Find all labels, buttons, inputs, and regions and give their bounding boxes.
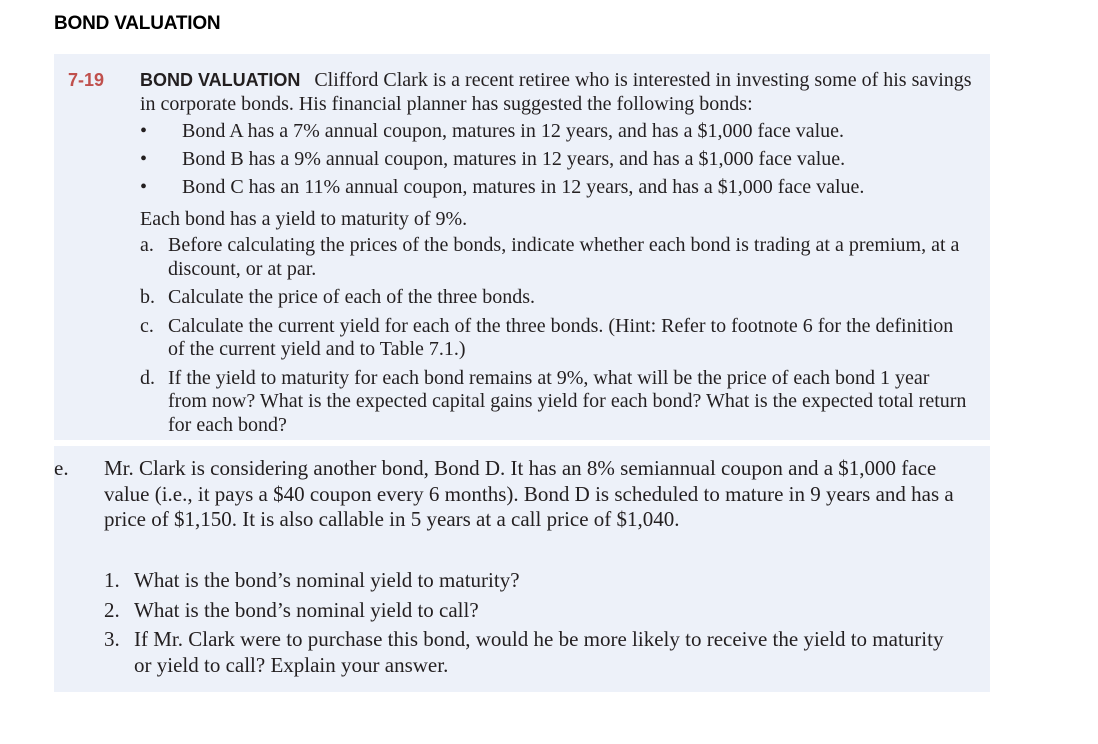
problem-number: 7-19: [68, 70, 105, 90]
problem-intro-text: Clifford Clark is a recent retiree who is interested in investing some of his savings in corporate bonds. His financial planner has suggested the following bonds:: [140, 69, 972, 115]
bullet-icon: •: [140, 176, 148, 198]
problem-title: BOND VALUATION: [140, 70, 301, 90]
question-text: Calculate the current yield for each of the three bonds. (Hint: Refer to footnote 6 for the definition of the current yield and to Table 7.1.): [168, 314, 954, 360]
yield-note: Each bond has a yield to maturity of 9%.: [140, 208, 468, 230]
sub-question-item: [104, 598, 954, 624]
sub-question-label: 2.: [104, 597, 120, 622]
sub-question-item: [104, 627, 954, 678]
question-item: [140, 234, 970, 281]
sub-question-text: What is the bond’s nominal yield to maturity?: [134, 568, 520, 592]
bond-list-item: [140, 120, 980, 148]
bond-list-item: [140, 176, 980, 204]
part-e-text: Mr. Clark is considering another bond, Bond D. It has an 8% semiannual coupon and a $1,000 face value (i.e., it pays a $40 coupon every 6 months). Bond D is scheduled to mature in 9 years and has a price of $1,150. It is also callable in 5 years at a call price of $1,040.: [104, 456, 954, 531]
sub-question-item: [104, 568, 954, 594]
sub-question-text: If Mr. Clark were to purchase this bond, would he be more likely to receive the yield to maturity or yield to call? Explain your answer.: [134, 627, 944, 677]
bond-description: Bond A has a 7% annual coupon, matures in 12 years, and has a $1,000 face value.: [182, 120, 845, 142]
question-label: c.: [140, 314, 154, 337]
question-item: [140, 286, 970, 310]
question-text: Calculate the price of each of the three bonds.: [168, 286, 536, 308]
question-label: e.: [54, 456, 69, 480]
question-item: [140, 367, 970, 438]
question-item: [140, 315, 970, 362]
part-e-question: [54, 456, 966, 533]
question-label: d.: [140, 366, 155, 389]
question-list: [140, 234, 970, 442]
question-label: b.: [140, 286, 155, 308]
bullet-icon: •: [140, 120, 148, 142]
sub-question-label: 1.: [104, 568, 120, 592]
part-e-panel: [54, 446, 990, 692]
question-text: If the yield to maturity for each bond remains at 9%, what will be the price of each bond 1 year from now? What is the expected capital gains yield for each bond? What is the expected total return for each bond?: [168, 366, 967, 436]
sub-question-list: [104, 568, 954, 682]
sub-question-label: 3.: [104, 627, 120, 651]
bond-description: Bond C has an 11% annual coupon, matures in 12 years, and has a $1,000 face value.: [182, 176, 865, 198]
bond-description: Bond B has a 9% annual coupon, matures in 12 years, and has a $1,000 face value.: [182, 148, 846, 170]
question-text: Before calculating the prices of the bonds, indicate whether each bond is trading at a premium, at a discount, or at par.: [168, 234, 960, 280]
problem-panel: [54, 54, 990, 440]
page-heading: BOND VALUATION: [54, 13, 221, 34]
question-label: a.: [140, 234, 154, 256]
sub-question-text: What is the bond’s nominal yield to call?: [134, 597, 479, 622]
bullet-icon: •: [140, 148, 148, 170]
bond-list: [140, 120, 980, 204]
bond-list-item: [140, 148, 980, 176]
problem-intro: [140, 69, 980, 116]
